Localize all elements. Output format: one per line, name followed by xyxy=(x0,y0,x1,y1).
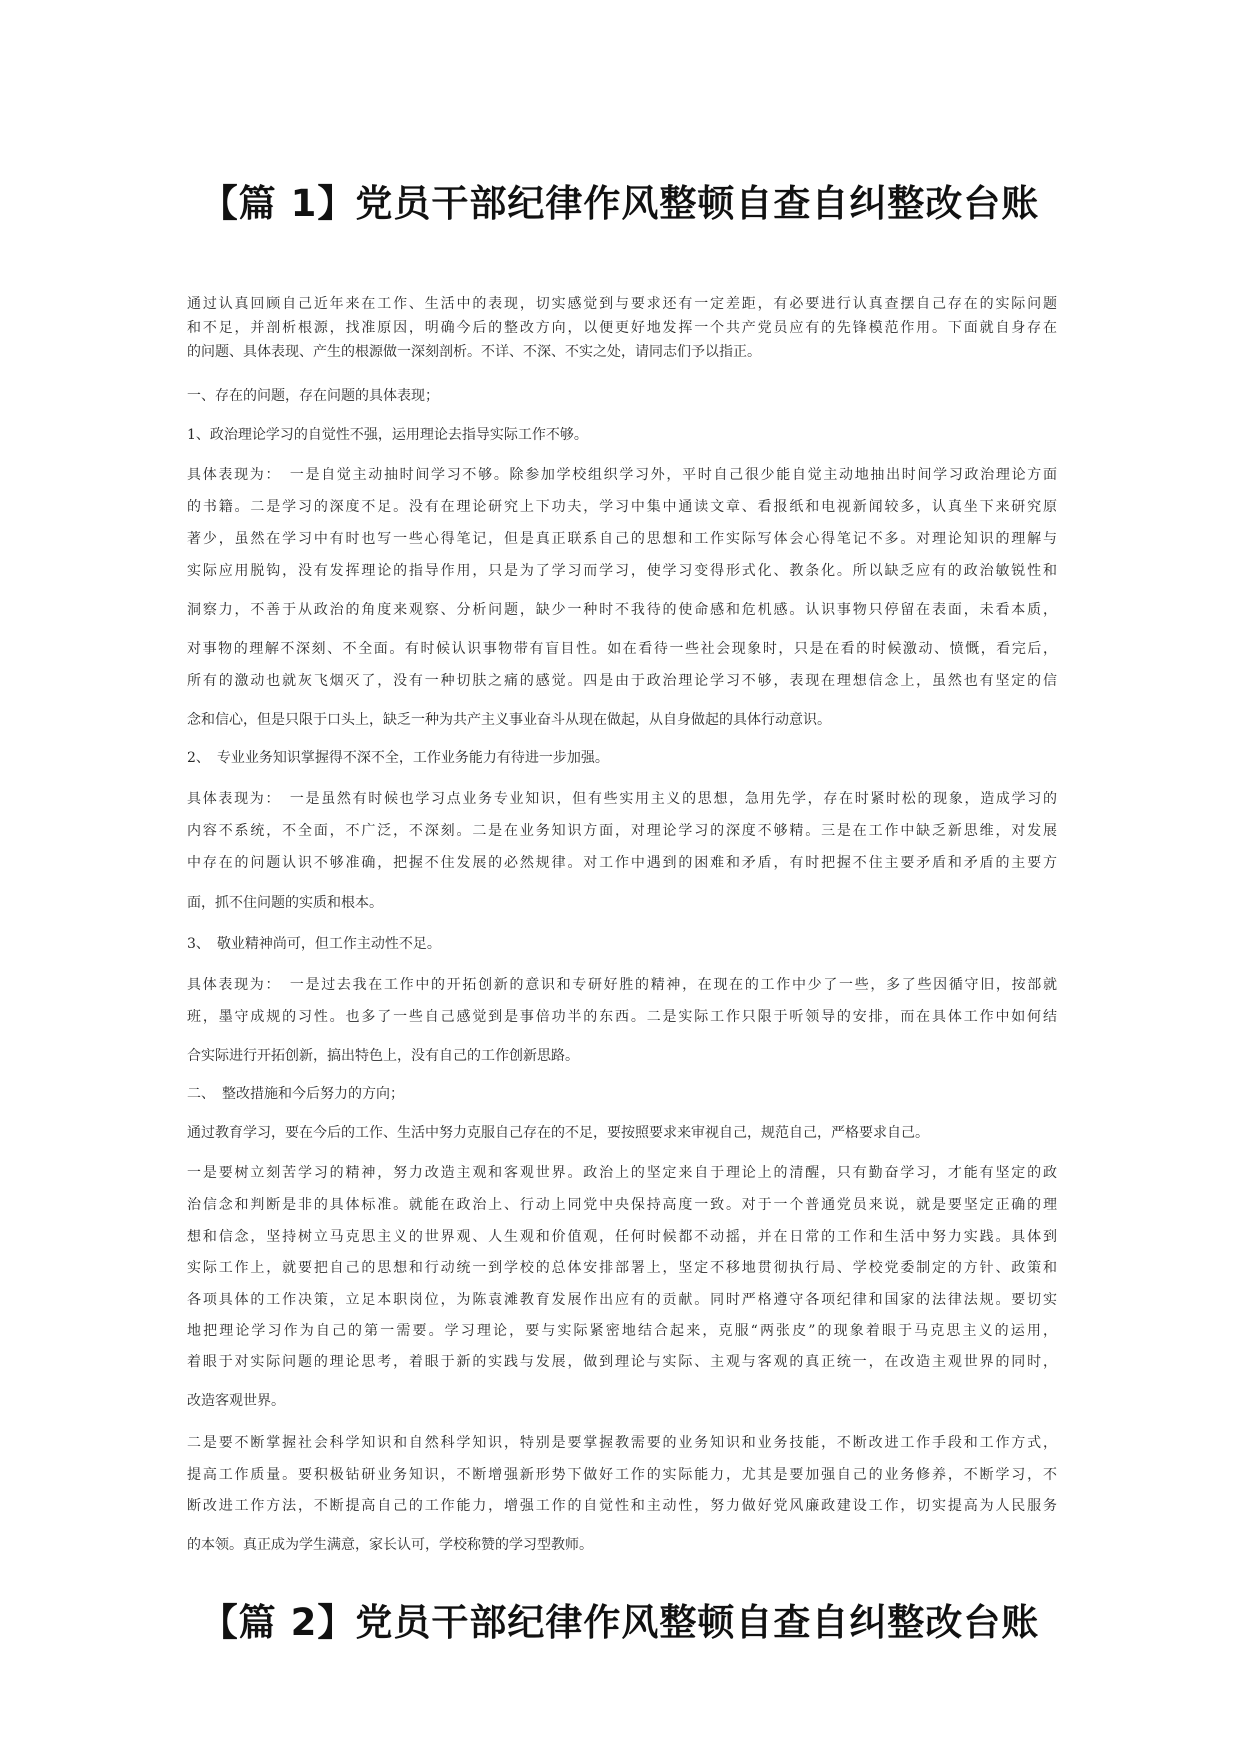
measure-2-line: 的本领。真正成为学生满意，家长认可，学校称赞的学习型教师。 xyxy=(187,1537,593,1553)
measure-1-line: 改造客观世界。 xyxy=(187,1393,285,1409)
measure-1-line: 想和信念，坚持树立马克思主义的世界观、人生观和价值观，任何时候都不动摇，并在日常的工作和生活中努力实践。具体到 xyxy=(187,1229,1057,1245)
measure-1-line: 各项具体的工作决策，立足本职岗位，为陈袁滩教育发展作出应有的贡献。同时严格遵守各项纪律和国家的法律法规。要切实 xyxy=(187,1292,1057,1308)
item-1-line: 具体表现为： 一是自觉主动抽时间学习不够。除参加学校组织学习外，平时自己很少能自觉主动地抽出时间学习政治理论方面 xyxy=(187,467,1057,483)
measure-1-line: 实际工作上，就要把自己的思想和行动统一到学校的总体安排部署上，坚定不移地贯彻执行局、学校党委制定的方针、政策和 xyxy=(187,1260,1057,1276)
item-3-line: 班，墨守成规的习性。也多了一些自己感觉到是事倍功半的东西。二是实际工作只限于听领导的安排，而在具体工作中如何结 xyxy=(187,1009,1057,1025)
item-1-line: 念和信心，但是只限于口头上，缺乏一种为共产主义事业奋斗从现在做起，从自身做起的具体行动意识。 xyxy=(187,712,831,728)
measure-2-line: 断改进工作方法，不断提高自己的工作能力，增强工作的自觉性和主动性，努力做好党风廉政建设工作，切实提高为人民服务 xyxy=(187,1498,1057,1514)
item-2-line: 面，抓不住问题的实质和根本。 xyxy=(187,895,383,911)
item-2-line: 内容不系统，不全面，不广泛，不深刻。二是在业务知识方面，对理论学习的深度不够精。三是在工作中缺乏新思维，对发展 xyxy=(187,823,1057,839)
article-title-1: 【篇 1】党员干部纪律作风整顿自查自纠整改台账 xyxy=(200,182,1040,225)
item-1-line: 实际应用脱钩，没有发挥理论的指导作用，只是为了学习而学习，使学习变得形式化、教条化。所以缺乏应有的政治敏锐性和 xyxy=(187,563,1057,579)
intro-line: 和不足，并剖析根源，找准原因，明确今后的整改方向，以便更好地发挥一个共产党员应有的先锋模范作用。下面就自身存在 xyxy=(187,320,1057,336)
measure-1-line: 一是要树立刻苦学习的精神，努力改造主观和客观世界。政治上的坚定来自于理论上的清醒，只有勤奋学习，才能有坚定的政 xyxy=(187,1165,1057,1181)
intro-line: 通过认真回顾自己近年来在工作、生活中的表现，切实感觉到与要求还有一定差距，有必要进行认真查摆自己存在的实际问题 xyxy=(187,296,1057,312)
measure-2-line: 提高工作质量。要积极钻研业务知识，不断增强新形势下做好工作的实际能力，尤其是要加强自己的业务修养，不断学习，不 xyxy=(187,1467,1057,1483)
item-1-heading: 1、政治理论学习的自觉性不强，运用理论去指导实际工作不够。 xyxy=(187,427,588,443)
item-3-line: 具体表现为： 一是过去我在工作中的开拓创新的意识和专研好胜的精神，在现在的工作中少了一些，多了些因循守旧，按部就 xyxy=(187,977,1057,993)
item-1-line: 的书籍。二是学习的深度不足。没有在理论研究上下功夫，学习中集中通读文章、看报纸和电视新闻较多，认真坐下来研究原 xyxy=(187,499,1057,515)
item-2-heading: 2、 专业业务知识掌握得不深不全，工作业务能力有待进一步加强。 xyxy=(187,750,609,766)
item-3-line: 合实际进行开拓创新，搞出特色上，没有自己的工作创新思路。 xyxy=(187,1048,579,1064)
item-2-line: 中存在的问题认识不够准确，把握不住发展的必然规律。对工作中遇到的困难和矛盾，有时把握不住主要矛盾和矛盾的主要方 xyxy=(187,855,1057,871)
section-2-heading: 二、 整改措施和今后努力的方向； xyxy=(187,1086,404,1102)
measure-1-line: 着眼于对实际问题的理论思考，着眼于新的实践与发展，做到理论与实际、主观与客观的真正统一，在改造主观世界的同时， xyxy=(187,1354,1057,1370)
section-2-intro: 通过教育学习，要在今后的工作、生活中努力克服自己存在的不足，要按照要求来审视自己，规范自己，严格要求自己。 xyxy=(187,1125,929,1141)
item-1-line: 对事物的理解不深刻、不全面。有时候认识事物带有盲目性。如在看待一些社会现象时，只是在看的时候激动、愤慨，看完后， xyxy=(187,641,1057,657)
intro-line: 的问题、具体表现、产生的根源做一深刻剖析。不详、不深、不实之处，请同志们予以指正。 xyxy=(187,344,761,360)
article-title-2: 【篇 2】党员干部纪律作风整顿自查自纠整改台账 xyxy=(200,1601,1040,1644)
item-3-heading: 3、 敬业精神尚可，但工作主动性不足。 xyxy=(187,936,441,952)
item-1-line: 洞察力，不善于从政治的角度来观察、分析问题，缺少一种时不我待的使命感和危机感。认识事物只停留在表面，未看本质， xyxy=(187,602,1057,618)
measure-2-line: 二是要不断掌握社会科学知识和自然科学知识，特别是要掌握教需要的业务知识和业务技能，不断改进工作手段和工作方式， xyxy=(187,1435,1057,1451)
measure-1-line: 地把理论学习作为自己的第一需要。学习理论，要与实际紧密地结合起来，克服“两张皮”的现象着眼于马克思主义的运用， xyxy=(187,1323,1057,1339)
section-1-heading: 一、存在的问题，存在问题的具体表现； xyxy=(187,388,439,404)
item-1-line: 所有的激动也就灰飞烟灭了，没有一种切肤之痛的感觉。四是由于政治理论学习不够，表现在理想信念上，虽然也有坚定的信 xyxy=(187,673,1057,689)
measure-1-line: 治信念和判断是非的具体标准。就能在政治上、行动上同党中央保持高度一致。对于一个普通党员来说，就是要坚定正确的理 xyxy=(187,1197,1057,1213)
item-2-line: 具体表现为： 一是虽然有时候也学习点业务专业知识，但有些实用主义的思想，急用先学，存在时紧时松的现象，造成学习的 xyxy=(187,791,1057,807)
item-1-line: 著少，虽然在学习中有时也写一些心得笔记，但是真正联系自己的思想和工作实际写体会心得笔记不多。对理论知识的理解与 xyxy=(187,531,1057,547)
